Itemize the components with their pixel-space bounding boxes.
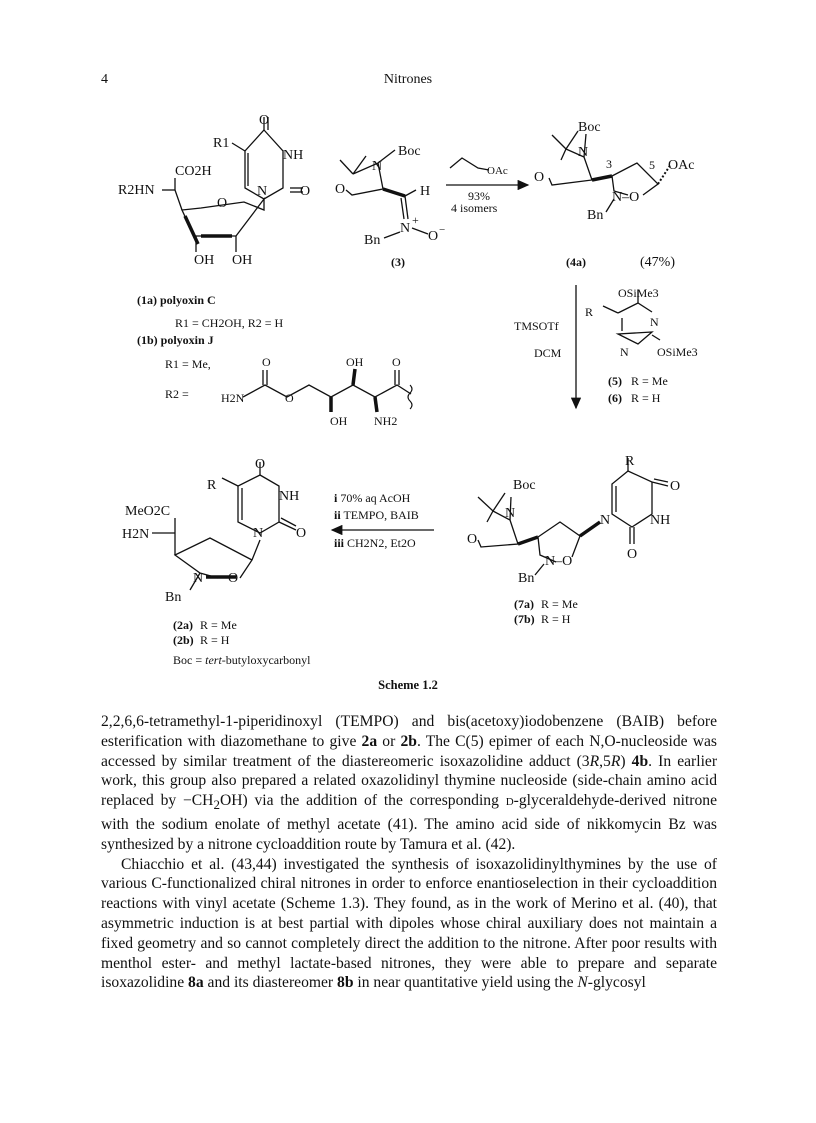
label-4a: (4a) [566,255,586,269]
label-2b: (2b) [173,633,194,647]
atom-nh2: NH2 [374,414,398,428]
atom-n: N [600,513,611,528]
label-1b-sub: R1 = Me, [165,357,211,371]
text-run: in near quantitative yield using the [353,974,578,992]
atom-r2hn: R2HN [118,183,155,198]
text-run: -glycosyl [587,974,646,992]
atom-boc: Boc [513,478,536,493]
label-3: (3) [391,255,405,269]
scheme-caption: Scheme 1.2 [378,678,438,692]
label-1b: (1b) polyoxin J [137,333,214,347]
atom-n: N [620,345,629,359]
atom-r: R [625,454,635,469]
vinyl-acetate [450,158,489,170]
atom-n-o: N–O [545,554,573,569]
label-6-text: R = H [631,391,661,405]
atom-n: N [578,145,589,160]
atom-oh: OH [232,253,253,268]
atom-o: O [467,532,478,547]
step-iii-text: CH2N2, Et2O [347,536,416,550]
running-title: Nitrones [383,72,433,87]
step-ii-text: TEMPO, BAIB [343,508,419,522]
label-7b: (7b) [514,612,535,626]
locant-5: 5 [649,158,655,172]
label-4a-yield: (47%) [640,255,675,270]
svg-text:i 70% aq AcOH [334,491,411,505]
atom-bn: Bn [518,571,535,586]
atom-o: O [228,571,239,586]
atom-o: O [285,391,294,405]
atom-oh: OH [194,253,215,268]
atom-o: O [534,170,545,185]
atom-h2n: H2N [122,527,150,542]
label-1a-sub: R1 = CH2OH, R2 = H [175,316,284,330]
compound-ref-8a: 8a [188,974,204,992]
label-2a: (2a) [173,618,193,632]
atom-nh: NH [650,513,671,528]
step-i-text: 70% aq AcOH [340,491,411,505]
text-run: 2,2,6,6-tetramethyl-1-piperidinoxyl (TEMPO) and bis(acetoxy)iodobenzene (BAIB) before esterification with diazomethane to give [101,713,717,750]
subscript: 2 [213,797,220,813]
label-5-text: R = Me [631,374,668,388]
atom-boc: Boc [398,144,421,159]
product-2-structure [152,462,296,590]
text-run: ,5 [599,752,611,770]
atom-n: N [650,315,659,329]
label-7a-text: R = Me [541,597,578,611]
atom-o: O [335,182,346,197]
atom-oac: OAc [668,158,695,173]
atom-co2h: CO2H [175,164,212,179]
text-run: -glyceraldehyde-derived nitrone with the sodium enolate of methyl acetate (41). The amino acid side of nikkomycin Bz was synthesized by a nitrone cycloaddition route by Tamura et al. (42). [101,792,717,853]
atom-n: N [400,221,411,236]
label-7b-text: R = H [541,612,571,626]
text-run: OH) via the addition of the corresponding [219,792,506,810]
paragraph-2 [101,855,717,994]
atom-o: O [255,457,266,472]
text-run: Chiacchio et al. (43,44) investigated the synthesis of isoxazolidinylthymines by the use of various C-functionalized chiral nitrones in order to enforce enantioselection in their cycloaddition reactions with vinyl acetate (Scheme 1.3). They found, as in the work of Merino et al. (40), that asymmetric induction is at best partial with dipoles whose chiral auxiliary does not maintain a fixed geometry and so cannot completely direct the addition to the nitrone. After poor results with menthol ester- and methyl lactate-based nitrones, they were able to prepare and separate isoxazolidine [101,855,717,992]
atom-oh: OH [330,414,348,428]
atom-osime3: OSiMe3 [618,286,659,300]
atom-n: N [193,571,204,586]
label-r2-eq: R2 = [165,387,189,401]
label-2a-text: R = Me [200,618,237,632]
stereo-descriptor: R [610,752,621,770]
small-caps: d [505,792,514,810]
atom-n: N [505,506,516,521]
atom-n: N [253,526,264,541]
atom-bn: Bn [364,233,381,248]
label-6: (6) [608,391,622,405]
paragraph-1 [101,712,717,855]
atom-o: O [670,479,681,494]
arrow2-reagent1: TMSOTf [514,319,559,333]
atom-n: N [372,159,383,174]
label-5: (5) [608,374,622,388]
atom-o: O [428,229,439,244]
arrow1-isomers: 4 isomers [451,201,498,215]
step-iii-num: iii [334,536,345,550]
svg-text:ii TEMPO, BAIB [334,508,419,522]
arrow2-reagent2: DCM [534,346,562,360]
atom-h2n: H2N [221,391,245,405]
text-run: . In earlier work, this group also prepared a related oxazolidinyl thymine nucleoside (side-chain amino acid replaced by −CH [101,752,718,810]
atom-bn: Bn [587,208,604,223]
atom-h: H [420,184,431,199]
atom-o: O [392,355,401,369]
atom-osime3: OSiMe3 [657,345,698,359]
compound-ref-8b: 8b [337,974,354,992]
svg-text:iii CH2N2, Et2O [334,536,416,550]
text-run: or [377,732,401,750]
boc-definition [173,653,311,667]
step-ii-num: ii [334,508,341,522]
svg-text:+: + [412,213,419,227]
atom-bn: Bn [165,590,182,605]
atom-meo2c: MeO2C [125,504,171,519]
label-7a: (7a) [514,597,534,611]
body-text [101,712,717,993]
atom-r1: R1 [213,136,230,151]
atom-boc: Boc [578,120,601,135]
boc-def-prefix: Boc = [173,653,206,667]
atom-o: O [217,196,228,211]
atom-o: O [300,184,311,199]
svg-text:−: − [439,224,446,236]
boc-def-italic: tert [205,653,222,667]
r2-side-chain [243,369,412,412]
boc-def-rest: -butyloxycarbonyl [221,653,311,667]
atom-n: N [257,184,268,199]
compound-ref-4b: 4b [631,752,649,770]
page-number: 4 [101,72,108,87]
text-run: . The C(5) epimer of each N,O-nucleoside was accessed by similar treatment of the diastereomeric isoxazolidine adduct (3 [101,732,717,770]
stereo-descriptor: R [589,752,600,770]
vinyl-acetate-oac: OAc [487,165,508,177]
compound-ref-2b: 2b [400,732,417,750]
atom-o: O [259,113,270,128]
text-run: and its diastereomer [203,974,338,992]
label-2b-text: R = H [200,633,230,647]
atom-o: O [296,526,307,541]
atom-o: O [627,547,638,562]
atom-r: R [585,305,594,319]
compound-ref-2a: 2a [361,732,378,750]
step-i-num: i [334,491,338,505]
polyoxin-structure [162,117,303,252]
locant-3: 3 [606,157,612,171]
text-run: ) [620,752,632,770]
arrow1-yield: 93% [468,189,490,203]
atom-r: R [207,478,217,493]
atom-n-o: N–O [612,190,640,205]
atom-nh: NH [283,148,304,163]
atom-oh: OH [346,355,364,369]
label-1a: (1a) polyoxin C [137,293,216,307]
italic-n: N [577,974,588,992]
atom-nh: NH [279,489,300,504]
atom-o: O [262,355,271,369]
